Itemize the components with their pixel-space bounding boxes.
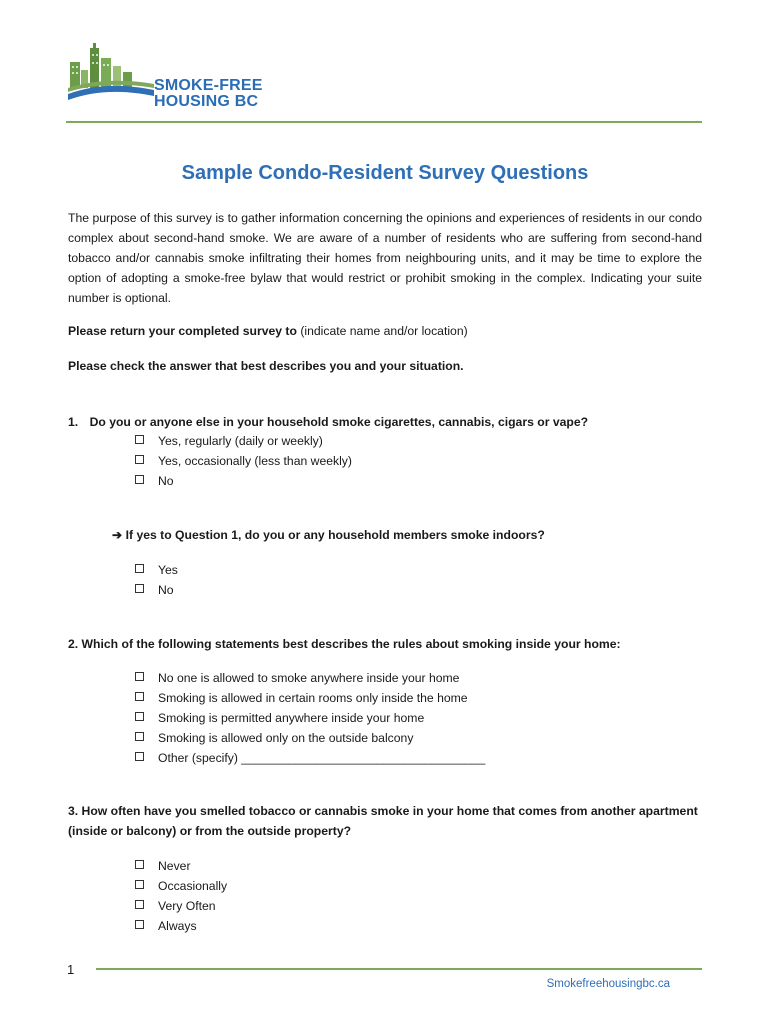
question-1-number: 1. xyxy=(68,415,79,429)
checkbox[interactable] xyxy=(135,672,144,681)
q3-option[interactable]: Never xyxy=(135,857,191,875)
q1-follow-option[interactable]: Yes xyxy=(135,561,178,579)
check-instruction: Please check the answer that best describes you and your situation. xyxy=(68,359,464,373)
checkbox[interactable] xyxy=(135,564,144,573)
q3-option[interactable]: Occasionally xyxy=(135,877,227,895)
question-1-follow-up xyxy=(112,528,545,542)
question-1-text: Do you or anyone else in your household smoke cigarettes, cannabis, cigars or vape? xyxy=(89,415,589,429)
return-label: Please return your completed survey to xyxy=(68,324,297,338)
checkbox[interactable] xyxy=(135,712,144,721)
logo-line-1: SMOKE-FREE xyxy=(154,77,263,94)
smoke-free-housing-bc-logo xyxy=(66,42,286,112)
arrow-right-icon: ➔ xyxy=(112,528,123,542)
checkbox[interactable] xyxy=(135,475,144,484)
checkbox[interactable] xyxy=(135,880,144,889)
checkbox[interactable] xyxy=(135,752,144,761)
question-2-text: 2. Which of the following statements best describes the rules about smoking inside your home: xyxy=(68,637,621,651)
question-3-line-1: 3. How often have you smelled tobacco or cannabis smoke in your home that comes from another apartment xyxy=(68,804,698,818)
q1-follow-option[interactable]: No xyxy=(135,581,174,599)
checkbox[interactable] xyxy=(135,860,144,869)
question-3-line-2: (inside or balcony) or from the outside property? xyxy=(68,824,352,838)
page-number: 1 xyxy=(67,962,75,977)
q2-option[interactable]: Smoking is allowed in certain rooms only inside the home xyxy=(135,689,468,707)
q2-option[interactable]: Other (specify) ____________________________________ xyxy=(135,749,485,767)
checkbox[interactable] xyxy=(135,435,144,444)
q2-option[interactable]: Smoking is permitted anywhere inside your home xyxy=(135,709,424,727)
q3-option[interactable]: Very Often xyxy=(135,897,216,915)
follow-up-text: If yes to Question 1, do you or any household members smoke indoors? xyxy=(125,528,545,542)
return-hint: (indicate name and/or location) xyxy=(300,324,468,338)
q2-option[interactable]: Smoking is allowed only on the outside balcony xyxy=(135,729,413,747)
q1-option[interactable]: Yes, occasionally (less than weekly) xyxy=(135,452,352,470)
footer-divider xyxy=(96,968,702,970)
intro-paragraph: The purpose of this survey is to gather information concerning the opinions and experiences of residents in our condo complex about second-hand smoke. We are aware of a number of residents who are suffering from second-hand tobacco and/or cannabis smoke infiltrating their homes from neighbouring units, and it may be time to explore the option of adopting a smoke-free bylaw that would restrict or prohibit smoking in the complex. Indicating your suite number is optional. xyxy=(68,211,702,305)
checkbox[interactable] xyxy=(135,455,144,464)
footer-website-link[interactable]: Smokefreehousingbc.ca xyxy=(546,978,670,990)
header-divider xyxy=(66,121,702,123)
checkbox[interactable] xyxy=(135,920,144,929)
checkbox[interactable] xyxy=(135,900,144,909)
page-title: Sample Condo-Resident Survey Questions xyxy=(181,162,589,184)
q1-option[interactable]: No xyxy=(135,472,174,490)
return-instruction xyxy=(68,322,468,340)
q1-option[interactable]: Yes, regularly (daily or weekly) xyxy=(135,432,323,450)
q2-option[interactable]: No one is allowed to smoke anywhere inside your home xyxy=(135,669,459,687)
city-skyline-icon xyxy=(66,42,156,108)
checkbox[interactable] xyxy=(135,732,144,741)
checkbox[interactable] xyxy=(135,584,144,593)
logo-line-2: HOUSING BC xyxy=(154,93,259,110)
question-1 xyxy=(68,415,588,429)
checkbox[interactable] xyxy=(135,692,144,701)
q3-option[interactable]: Always xyxy=(135,917,197,935)
